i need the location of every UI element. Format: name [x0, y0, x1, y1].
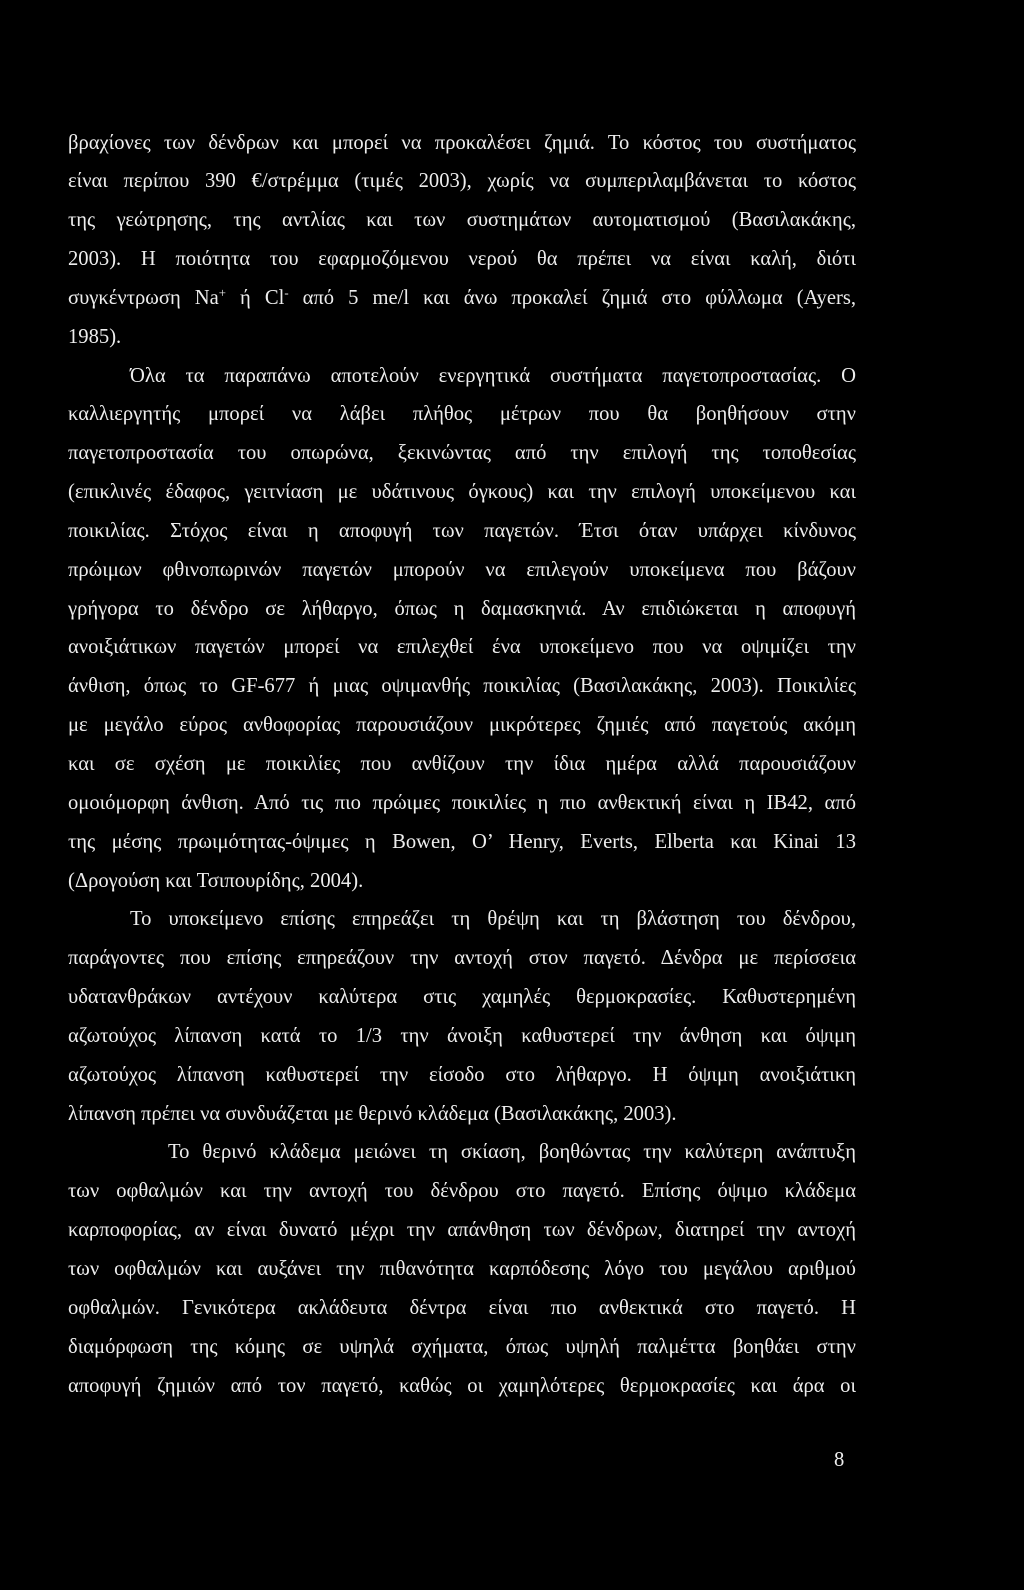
text-line: γρήγορα το δένδρο σε λήθαργο, όπως η δαμασκηνιά. Αν επιδιώκεται η αποφυγή	[68, 597, 856, 620]
text-line: 2003). Η ποιότητα του εφαρμοζόμενου νερού θα πρέπει να είναι καλή, διότι	[68, 248, 856, 271]
superscript-charge: -	[284, 285, 289, 300]
text-line: άνθιση, όπως το GF-677 ή μιας οψιμανθής ποικιλίας (Βασιλακάκης, 2003). Ποικιλίες	[68, 675, 856, 698]
superscript-charge: +	[218, 285, 226, 300]
text-line: παγετοπροστασία του οπωρώνα, ξεκινώντας από την επιλογή της τοποθεσίας	[68, 442, 856, 465]
text-line: ανοιξιάτικων παγετών μπορεί να επιλεχθεί ένα υποκείμενο που να οψιμίζει την	[68, 636, 856, 659]
text-line: της μέσης πρωιμότητας-όψιμες η Bowen, O’ Henry, Everts, Elberta και Kinai 13	[68, 830, 856, 853]
text-line: Το θερινό κλάδεμα μειώνει τη σκίαση, βοηθώντας την καλύτερη ανάπτυξη	[168, 1141, 856, 1164]
text-segment: ή Cl	[225, 286, 285, 309]
text-line: καλλιεργητής μπορεί να λάβει πλήθος μέτρων που θα βοηθήσουν στην	[68, 403, 856, 426]
text-line: Το υποκείμενο επίσης επηρεάζει τη θρέψη και τη βλάστηση του δένδρου,	[130, 908, 856, 931]
text-line: ομοιόμορφη άνθιση. Από τις πιο πρώιμες ποικιλίες η πιο ανθεκτική είναι η IB42, από	[68, 791, 856, 814]
body-text	[68, 124, 856, 1406]
text-segment: συγκέντρωση Na	[68, 286, 219, 309]
text-line: αποφυγή ζημιών από τον παγετό, καθώς οι χαμηλότερες θερμοκρασίες και άρα οι	[68, 1374, 856, 1397]
text-line: (επικλινές έδαφος, γειτνίαση με υδάτινους όγκους) και την επιλογή υποκείμενου και	[68, 481, 856, 504]
text-line: είναι περίπου 390 €/στρέμμα (τιμές 2003), χωρίς να συμπεριλαμβάνεται το κόστος	[68, 170, 856, 193]
page-number: 8	[834, 1449, 845, 1471]
text-line: και σε σχέση με ποικιλίες που ανθίζουν την ίδια ημέρα αλλά παρουσιάζουν	[68, 753, 856, 775]
text-line: με μεγάλο εύρος ανθοφορίας παρουσιάζουν μικρότερες ζημιές από παγετούς ακόμη	[68, 714, 856, 737]
text-line: πρώιμων φθινοπωρινών παγετών μπορούν να επιλεγούν υποκείμενα που βάζουν	[68, 558, 856, 581]
text-line: της γεώτρησης, της αντλίας και των συστημάτων αυτοματισμού (Βασιλακάκης,	[68, 209, 856, 232]
text-line: παράγοντες που επίσης επηρεάζουν την αντοχή στον παγετό. Δένδρα με περίσσεια	[68, 947, 856, 970]
text-line: βραχίονες των δένδρων και μπορεί να προκαλέσει ζημιά. Το κόστος του συστήματος	[68, 131, 856, 154]
text-line: Όλα τα παραπάνω αποτελούν ενεργητικά συστήματα παγετοπροστασίας. Ο	[130, 364, 856, 387]
text-line	[68, 279, 856, 318]
text-line: αζωτούχος λίπανση καθυστερεί την είσοδο στο λήθαργο. Η όψιμη ανοιξιάτικη	[68, 1063, 856, 1086]
text-line: οφθαλμών. Γενικότερα ακλάδευτα δέντρα είναι πιο ανθεκτικά στο παγετό. Η	[68, 1296, 856, 1319]
text-line: υδατανθράκων αντέχουν καλύτερα στις χαμηλές θερμοκρασίες. Καθυστερημένη	[68, 986, 856, 1009]
paragraph	[68, 124, 856, 357]
text-segment: από 5 me/l και άνω προκαλεί ζημιά στο φύλλωμα (Ayers,	[288, 286, 857, 309]
text-line: λίπανση πρέπει να συνδυάζεται με θερινό κλάδεμα (Βασιλακάκης, 2003).	[68, 1102, 677, 1125]
paragraph	[68, 357, 856, 901]
text-line: (Δρογούση και Τσιπουρίδης, 2004).	[68, 869, 364, 892]
paragraph	[68, 1133, 856, 1405]
text-line: διαμόρφωση της κόμης σε υψηλά σχήματα, όπως υψηλή παλμέττα βοηθάει στην	[68, 1335, 856, 1358]
text-line: καρποφορίας, αν είναι δυνατό μέχρι την απάνθηση των δένδρων, διατηρεί την αντοχή	[68, 1219, 856, 1242]
text-line: αζωτούχος λίπανση κατά το 1/3 την άνοιξη καθυστερεί την άνθηση και όψιμη	[68, 1024, 856, 1047]
text-line: 1985).	[68, 325, 122, 348]
text-line: των οφθαλμών και αυξάνει την πιθανότητα καρπόδεσης λόγο του μεγάλου αριθμού	[68, 1257, 856, 1280]
paragraph	[68, 900, 856, 1133]
text-line: ποικιλίας. Στόχος είναι η αποφυγή των παγετών. Έτσι όταν υπάρχει κίνδυνος	[68, 519, 856, 542]
text-line: των οφθαλμών και την αντοχή του δένδρου στο παγετό. Επίσης όψιμο κλάδεμα	[68, 1180, 856, 1203]
